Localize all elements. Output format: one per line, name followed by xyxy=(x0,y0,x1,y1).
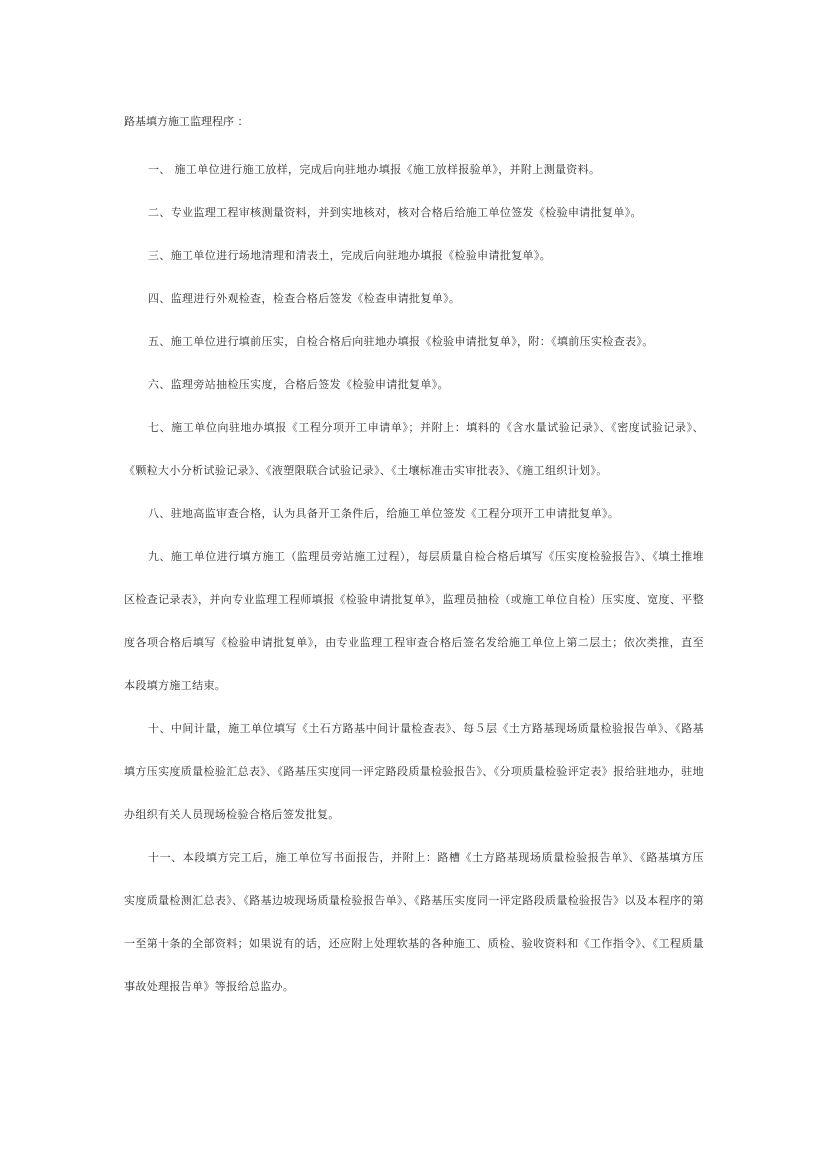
paragraph-5: 五、施工单位进行填前压实，自检合格后向驻地办填报《检验申请批复单》，附：《填前压实检查表》。 xyxy=(148,335,654,348)
paragraph-3: 三、施工单位进行场地清理和清表土，完成后向驻地办填报《检验申请批复单》。 xyxy=(148,249,552,262)
paragraph-11: 十一、本段填方完工后，施工单位写书面报告，并附上：路槽《土方路基现场质量检验报告单》、《路基填方压实度质量检测汇总表》、《路基边坡现场质量检验报告单》、《路基压实度同一评定路段质量检验报告》以及本程序的第一至第十条的全部资料；如果说有的话，还应附上处理软基的各种施工、质检、验收资料和《工作指令》、《工程质量事故处理报告单》等报给总监办。 xyxy=(124,851,704,993)
paragraph-9: 九、施工单位进行填方施工（监理员旁站施工过程），每层质量自检合格后填写《压实度检验报告》、《填土推堆区检查记录表》，并向专业监理工程师填报《检验申请批复单》，监理员抽检（或施工单位自检）压实度、宽度、平整度各项合格后填写《检验申请批复单》，由专业监理工程审查合格后签名发给施工单位上第二层土；依次类推，直至本段填方施工结束。 xyxy=(124,550,704,692)
paragraph-10: 十、中间计量，施工单位填写《土石方路基中间计量检查表》、每５层《土方路基现场质量检验报告单》、《路基填方压实度质量检验汇总表》、《路基压实度同一评定路段质量检验报告》、《分项质量检验评定表》报给驻地办，驻地办组织有关人员现场检验合格后签发批复。 xyxy=(124,722,704,821)
paragraph-4: 四、监理进行外观检查，检查合格后签发《检查申请批复单》。 xyxy=(148,292,461,305)
paragraph-8: 八、驻地高监审查合格，认为具备开工条件后，给施工单位签发《工程分项开工申请批复单》。 xyxy=(148,507,620,520)
document-body xyxy=(124,148,704,1008)
paragraph-2: 二、专业监理工程审核测量资料，并到实地核对，核对合格后给施工单位签发《检验申请批复单》。 xyxy=(148,206,642,219)
paragraph-6: 六、监理旁站抽检压实度，合格后签发《检验申请批复单》。 xyxy=(148,378,449,391)
paragraph-1: 一、 施工单位进行施工放样，完成后向驻地办填报《施工放样报验单》，并附上测量资料。 xyxy=(148,163,601,176)
paragraph-7: 七、施工单位向驻地办填报《工程分项开工申请单》；并附上：填料的《含水量试验记录》、《密度试验记录》、《颗粒大小分析试验记录》、《液塑限联合试验记录》、《土壤标准击实审批表》、《施工组织计划》。 xyxy=(124,421,704,477)
document-title: 路基填方施工监理程序 ： xyxy=(124,115,249,128)
